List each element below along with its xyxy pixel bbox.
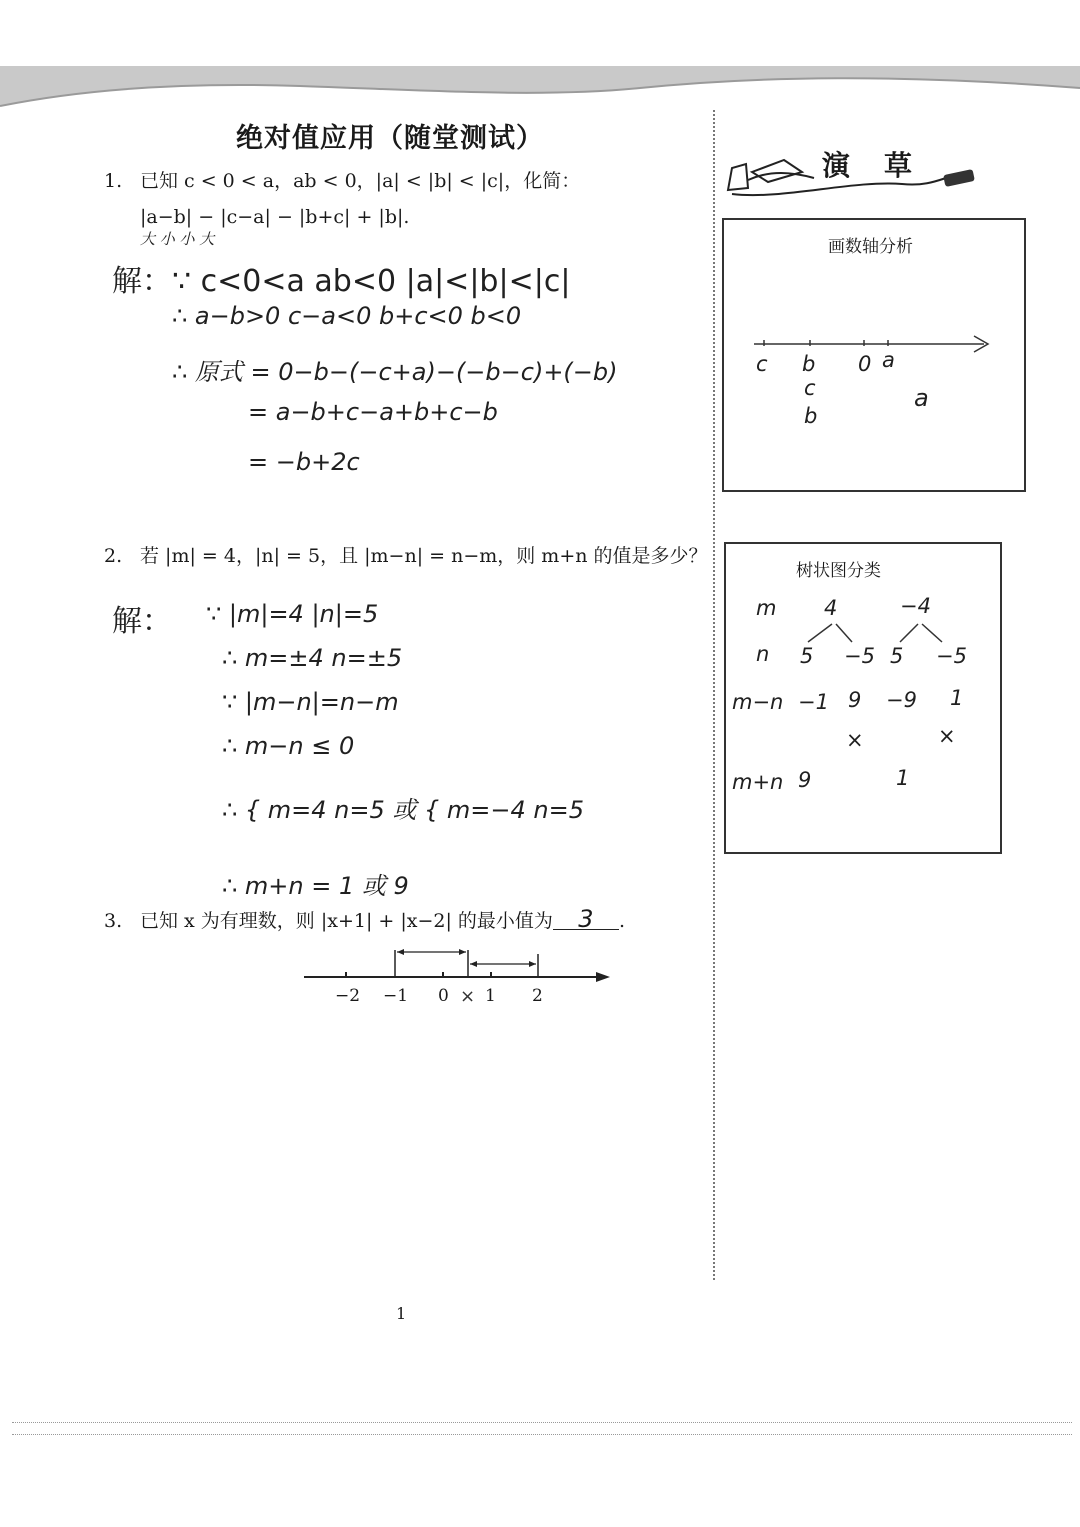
- solution-line: ∴ { m=4 n=5 或 { m=−4 n=5: [222, 796, 585, 824]
- solution-line: = a−b+c−a+b+c−b: [248, 398, 498, 426]
- solution-line: ∴ m−n ≤ 0: [222, 732, 355, 760]
- solution-line: ∴ m=±4 n=±5: [222, 644, 403, 672]
- solution-line: ∵ |m|=4 |n|=5: [206, 600, 379, 628]
- row-head: m−n: [732, 690, 784, 714]
- cross-mark: ×: [846, 728, 864, 752]
- draft-label: 演草: [822, 149, 947, 182]
- tree-value: −5: [844, 644, 875, 668]
- column-divider: [713, 110, 715, 1280]
- question-text: 若 |m| = 4，|n| = 5，且 |m−n| = n−m，则 m+n 的值是多少？: [140, 545, 708, 567]
- solution-line: 解：: [112, 604, 172, 639]
- tick-label: −2: [335, 986, 361, 1006]
- question-1: [104, 166, 580, 193]
- tick-label: −1: [383, 986, 409, 1006]
- svg-text:×: ×: [460, 986, 476, 1007]
- row-head: m: [756, 596, 777, 620]
- tree-value: 1: [896, 766, 910, 790]
- axis-letter: c: [756, 352, 768, 376]
- tree-value: −4: [900, 594, 931, 618]
- question-text: 已知 x 为有理数，则 |x+1| + |x−2| 的最小值为: [140, 910, 553, 932]
- box-label: 画数轴分析: [828, 237, 913, 257]
- question-3: [104, 906, 625, 933]
- page-number: 1: [396, 1304, 407, 1323]
- question-number: 1.: [104, 170, 123, 192]
- axis-letter: c: [804, 376, 816, 400]
- tree-value: 4: [824, 596, 838, 620]
- tree-value: 5: [890, 644, 904, 668]
- draft-number-line: [752, 332, 992, 362]
- solution-line: ∴ a−b>0 c−a<0 b+c<0 b<0: [172, 302, 522, 330]
- solution-line: ∵ |m−n|=n−m: [222, 688, 399, 716]
- axis-letter: b: [802, 352, 816, 376]
- tree-value: −9: [886, 688, 917, 712]
- tick-label: 1: [485, 986, 496, 1006]
- question-end: .: [618, 910, 625, 932]
- question-2: [104, 541, 708, 568]
- row-head: m+n: [732, 770, 784, 794]
- tick-label: 2: [532, 986, 543, 1006]
- question-text: 已知 c < 0 < a，ab < 0，|a| < |b| < |c|，化简：: [140, 170, 581, 192]
- box-label: 树状图分类: [796, 561, 881, 581]
- axis-letter: a: [914, 384, 929, 412]
- bottom-rule: [12, 1422, 1072, 1423]
- question-number: 2.: [104, 545, 123, 567]
- number-axis-box: [722, 218, 1026, 492]
- tree-value: −1: [798, 690, 829, 714]
- tree-diagram-box: [724, 542, 1002, 854]
- tree-value: 5: [800, 644, 814, 668]
- tree-branches: [796, 620, 976, 646]
- bottom-rule: [12, 1434, 1072, 1435]
- row-head: n: [756, 642, 770, 666]
- tree-value: 1: [950, 686, 964, 710]
- solution-line: 解：∵ c<0<a ab<0 |a|<|b|<|c|: [112, 264, 571, 299]
- question-1-expression: |a−b| − |c−a| − |b+c| + |b|.: [140, 206, 410, 228]
- page-title: 绝对值应用（随堂测试）: [236, 123, 544, 154]
- axis-letter: b: [804, 404, 818, 428]
- solution-line: ∴ m+n = 1 或 9: [222, 872, 409, 900]
- axis-letter: 0: [858, 352, 872, 376]
- tree-value: −5: [936, 644, 967, 668]
- solution-line: ∴ 原式 = 0−b−(−c+a)−(−b−c)+(−b): [172, 358, 618, 386]
- axis-letter: a: [882, 348, 895, 372]
- tick-label: 0: [438, 986, 449, 1006]
- solution-line: = −b+2c: [248, 448, 360, 476]
- tree-value: 9: [848, 688, 862, 712]
- annotation-marks: 大 小 小 大: [140, 230, 215, 248]
- tree-value: 9: [798, 768, 812, 792]
- cross-mark: ×: [938, 724, 956, 748]
- answer-blank: 3: [553, 909, 619, 930]
- question-number: 3.: [104, 910, 123, 932]
